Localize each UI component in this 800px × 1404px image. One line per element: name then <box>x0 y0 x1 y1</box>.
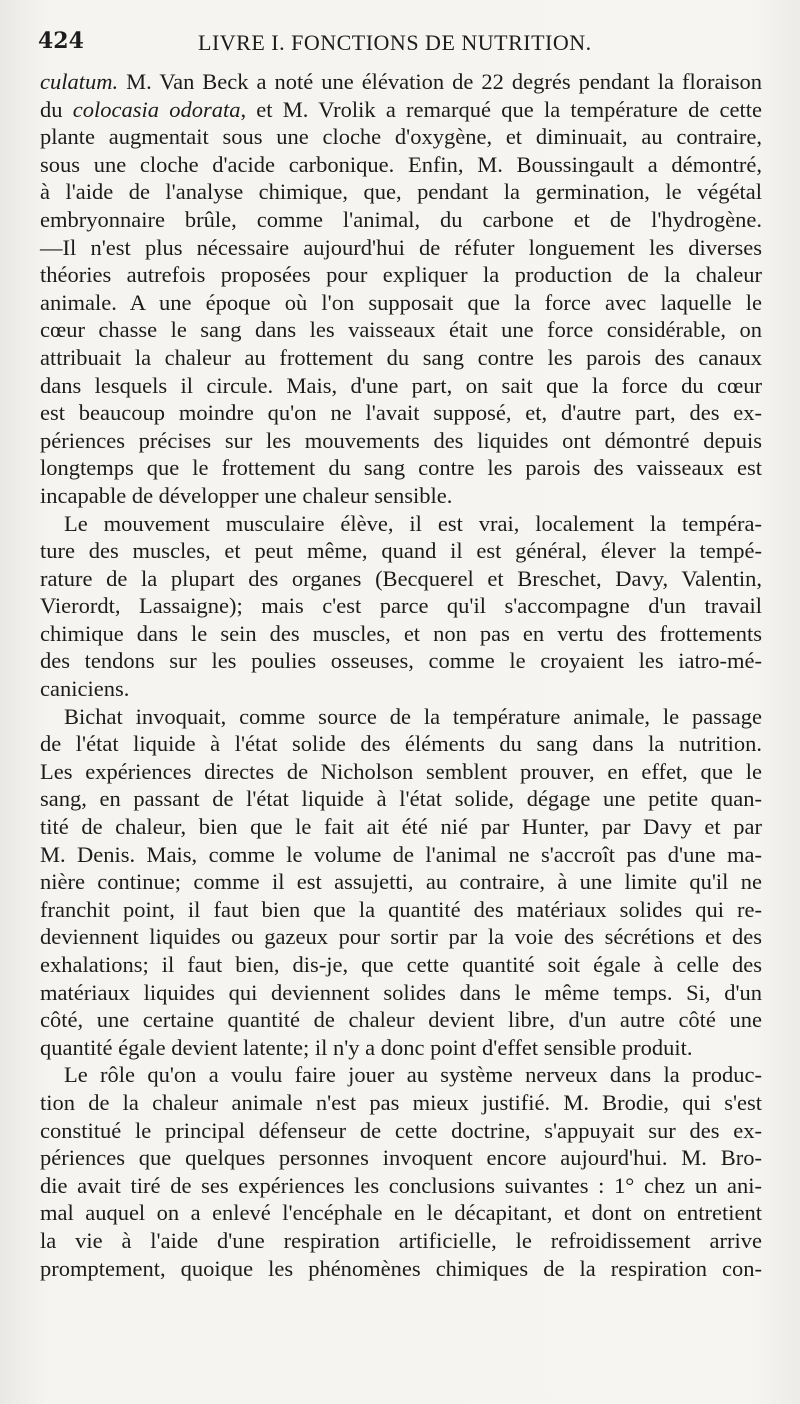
text-line: périences que quelques personnes invoquent encore aujourd'hui. M. Bro- <box>40 1145 762 1171</box>
text-line: sang, en passant de l'état liquide à l'état solide, dégage une petite quan- <box>40 786 762 812</box>
italic-term: culatum. <box>40 69 119 94</box>
text-line: cœur chasse le sang dans les vaisseaux était une force considérable, on <box>40 317 762 343</box>
text-line: sous une cloche d'acide carbonique. Enfin, M. Boussingault a démontré, <box>40 151 762 177</box>
paragraph-start-line: Le mouvement musculaire élève, il est vrai, localement la tempéra- <box>64 510 762 536</box>
italic-term: colocasia odorata <box>72 96 241 122</box>
text-line: attribuait la chaleur au frottement du sang contre les parois des canaux <box>40 344 762 370</box>
text-line: deviennent liquides ou gazeux pour sortir par la voie des sécrétions et des <box>40 924 762 950</box>
text-line: promptement, quoique les phénomènes chimiques de la respiration con- <box>40 1255 762 1281</box>
text-line: animale. A une époque où l'on supposait que la force avec laquelle le <box>40 289 762 315</box>
text-line: M. Denis. Mais, comme le volume de l'animal ne s'accroît pas d'une ma- <box>40 841 762 867</box>
text-line: du colocasia odorata, et M. Vrolik a remarqué que la température de cette <box>40 96 762 122</box>
text-line: tion de la chaleur animale n'est pas mieux justifié. M. Brodie, qui s'est <box>40 1089 762 1115</box>
text-line: franchit point, il faut bien que la quantité des matériaux solides qui re- <box>40 896 762 922</box>
text-line: de l'état liquide à l'état solide des éléments du sang dans la nutrition. <box>40 731 762 757</box>
paragraph-start-line: Le rôle qu'on a voulu faire jouer au système nerveux dans la produc- <box>64 1062 762 1088</box>
text-line: la vie à l'aide d'une respiration artificielle, le refroidissement arrive <box>40 1227 762 1253</box>
text-line: die avait tiré de ses expériences les conclusions suivantes : 1° chez un ani- <box>40 1172 762 1198</box>
text-line: côté, une certaine quantité de chaleur devient libre, d'un autre côté une <box>40 1007 762 1033</box>
text-line: périences précises sur les mouvements des liquides ont démontré depuis <box>40 427 762 453</box>
text-line: est beaucoup moindre qu'on ne l'avait supposé, et, d'autre part, des ex- <box>40 400 762 426</box>
text-line: Les expériences directes de Nicholson semblent prouver, en effet, que le <box>40 758 762 784</box>
text-line: tité de chaleur, bien que le fait ait été nié par Hunter, par Davy et par <box>40 814 762 840</box>
text-line: à l'aide de l'analyse chimique, que, pendant la germination, le végétal <box>40 179 762 205</box>
text-line: ture des muscles, et peut même, quand il est général, élever la tempé- <box>40 538 762 564</box>
text-line: nière continue; comme il est assujetti, au contraire, à une limite qu'il ne <box>40 869 762 895</box>
text-line: Vierordt, Lassaigne); mais c'est parce qu'il s'accompagne d'un travail <box>40 593 762 619</box>
paragraph-start-line: Bichat invoquait, comme source de la température animale, le passage <box>64 703 762 729</box>
text-line: constitué le principal défenseur de cette doctrine, s'appuyait sur des ex- <box>40 1117 762 1143</box>
paragraph-end-line: incapable de développer une chaleur sensible. <box>40 482 453 508</box>
text-line: matériaux liquides qui deviennent solides dans le même temps. Si, d'un <box>40 979 762 1005</box>
running-title: LIVRE I. FONCTIONS DE NUTRITION. <box>198 30 592 55</box>
text-line: —Il n'est plus nécessaire aujourd'hui de réfuter longuement les diverses <box>40 234 762 260</box>
text-line: rature de la plupart des organes (Becquerel et Breschet, Davy, Valentin, <box>40 565 762 591</box>
text-line: chimique dans le sein des muscles, et non pas en vertu des frottements <box>40 620 762 646</box>
text-line: embryonnaire brûle, comme l'animal, du carbone et de l'hydrogène. <box>40 206 762 232</box>
text-line: dans lesquels il circule. Mais, d'une part, on sait que la force du cœur <box>40 372 762 398</box>
paragraph-end-line: caniciens. <box>40 676 130 702</box>
text-line: plante augmentait sous une cloche d'oxygène, et diminuait, au contraire, <box>40 124 762 150</box>
paragraph-end-line: quantité égale devient latente; il n'y a donc point d'effet sensible produit. <box>40 1034 693 1060</box>
text-line: théories autrefois proposées pour expliquer la production de la chaleur <box>40 262 762 288</box>
body-text <box>40 68 762 1282</box>
text-line: mal auquel on a enlevé l'encéphale en le décapitant, et dont on entretient <box>40 1200 762 1226</box>
text-line: exhalations; il faut bien, dis-je, que cette quantité soit égale à celle des <box>40 952 762 977</box>
page-header <box>38 28 760 64</box>
page-number: 424 <box>38 28 84 54</box>
text-line: longtemps que le frottement du sang contre les parois des vaisseaux est <box>40 455 762 481</box>
text-line: culatum. M. Van Beck a noté une élévation de 22 degrés pendant la floraison <box>40 69 762 94</box>
text-line: des tendons sur les poulies osseuses, comme le croyaient les iatro-mé- <box>40 648 762 674</box>
